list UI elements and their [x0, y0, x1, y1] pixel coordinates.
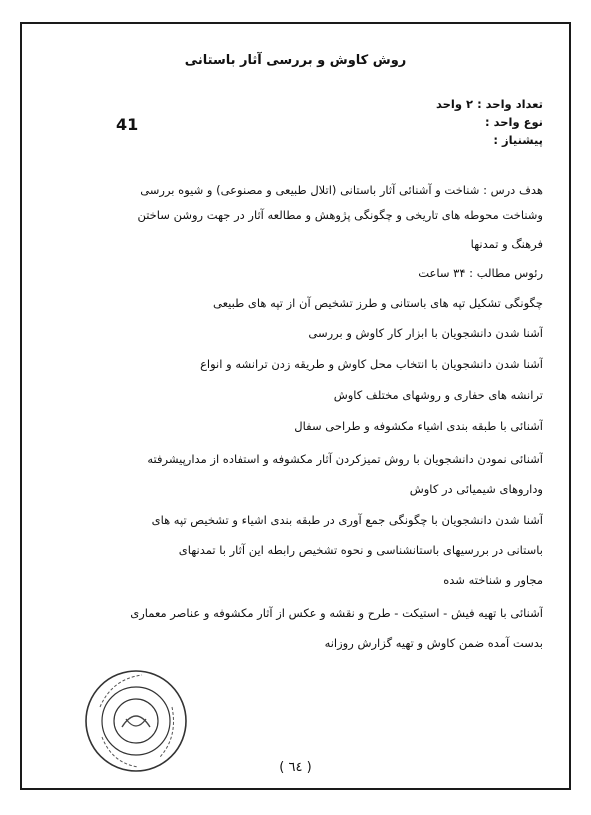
- unit-type: نوع واحد :: [484, 115, 543, 129]
- list-item: ترانشه های حفاری و روشهای مختلف کاوش: [333, 388, 543, 402]
- handwritten-number: 41: [116, 115, 139, 134]
- goal-line-2: وشناخت محوطه های تاریخی و چگونگی پژوهش و مطالعه آثار در جهت روشن ساختن: [137, 208, 543, 222]
- topics-heading: رئوس مطالب : ۳۴ ساعت: [418, 266, 543, 280]
- list-item: وداروهای شیمیائی در کاوش: [409, 482, 543, 496]
- list-item: آشنائی با تهیه فیش - استیکت - طرح و نقشه و عکس از آثار مکشوفه و عناصر معماری: [130, 606, 543, 620]
- list-item: آشنا شدن دانشجویان با چگونگی جمع آوری در طبقه بندی اشیاء و تشخیص تپه های: [151, 513, 543, 527]
- list-item: آشنائی نمودن دانشجویان با روش تمیزکردن آثار مکشوفه و استفاده از مدارپیشرفته: [147, 452, 543, 466]
- list-item: مجاور و شناخته شده: [443, 573, 543, 587]
- list-item: چگونگی تشکیل تپه های باستانی و طرز تشخیص آن از تپه های طبیعی: [213, 296, 543, 310]
- list-item: آشنا شدن دانشجویان با ابزار کار کاوش و بررسی: [308, 326, 543, 340]
- page-number: ( ٦٤ ): [279, 760, 312, 775]
- units-count: تعداد واحد : ۲ واحد: [436, 97, 543, 111]
- page-title: روش کاوش و بررسی آثار باستانی: [184, 53, 407, 68]
- goal-line-1: هدف درس : شناخت و آشنائی آثار باستانی (اتلال طبیعی و مصنوعی) و شیوه بررسی: [140, 183, 543, 197]
- list-item: بدست آمده ضمن کاوش و تهیه گزارش روزانه: [324, 636, 543, 650]
- list-item: آشنا شدن دانشجویان با انتخاب محل کاوش و طریقه زدن ترانشه و انواع: [200, 357, 543, 371]
- prerequisite: پیشنیاز :: [493, 133, 543, 147]
- official-seal-stamp: [82, 667, 190, 775]
- goal-line-3: فرهنگ و تمدنها: [470, 237, 543, 251]
- list-item: باستانی در بررسیهای باستانشناسی و نحوه تشخیص رابطه این آثار با تمدنهای: [178, 543, 543, 557]
- list-item: آشنائی با طبقه بندی اشیاء مکشوفه و طراحی سفال: [294, 419, 543, 433]
